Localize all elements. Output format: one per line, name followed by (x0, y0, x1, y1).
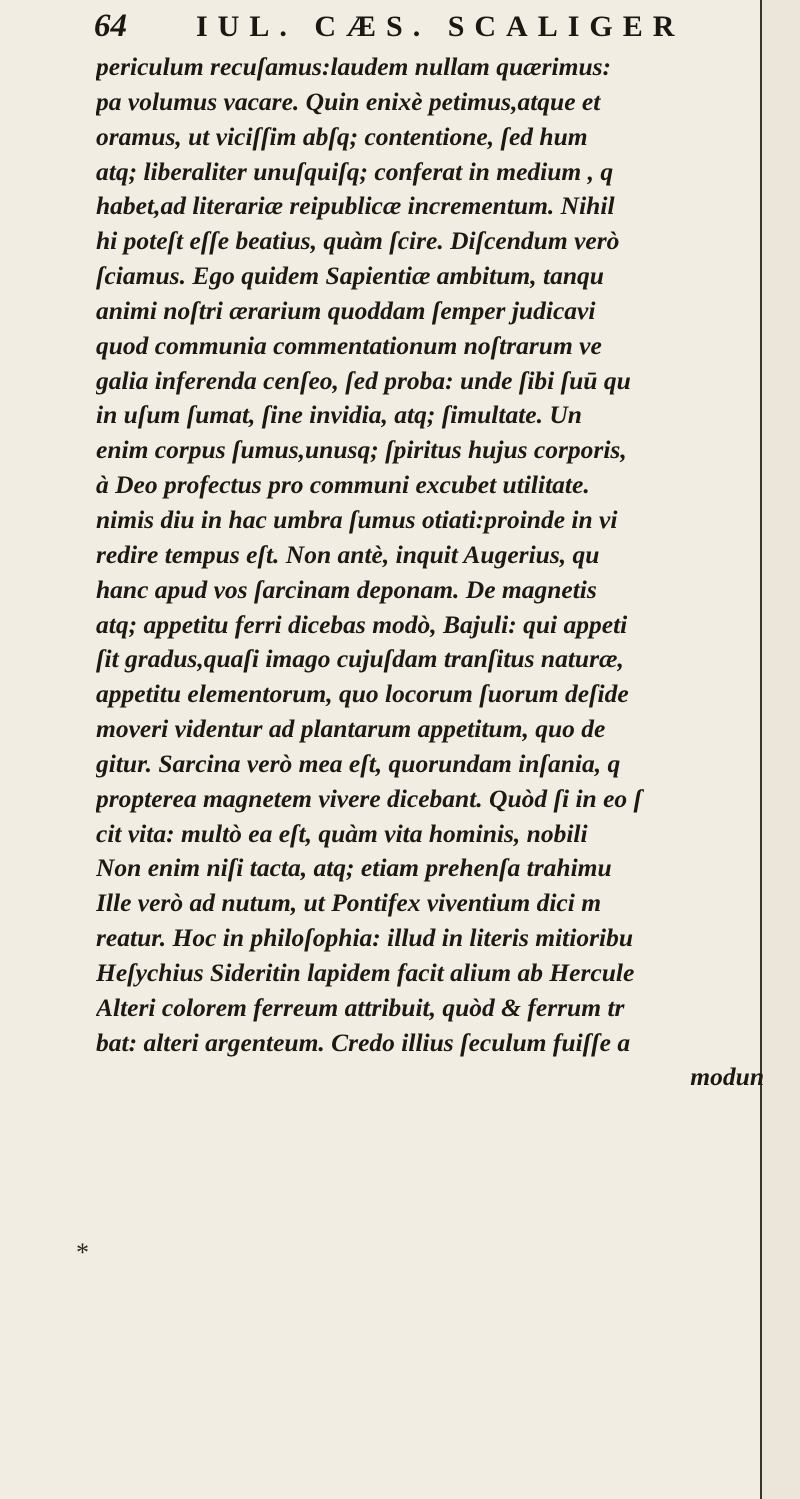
running-head: IUL. CÆS. SCALIGER (196, 10, 685, 43)
text-line: propterea magnetem vivere dicebant. Quòd ſi in eo ſ (96, 783, 643, 813)
text-line: bat: alteri argenteum. Credo illius ſeculum fuiſſe a (96, 1027, 631, 1057)
text-line: periculum recuſamus:laudem nullam quærimus: (96, 52, 612, 81)
text-line: in uſum ſumat, ſine invidia, atq; ſimultate. Un (96, 400, 582, 430)
text-line: ſit gradus,quaſi imago cujuſdam tranſitus naturæ, (96, 644, 624, 674)
text-line: Ille verò ad nutum, ut Pontifex viventium dici m (96, 888, 602, 918)
text-line: à Deo profectus pro communi excubet utilitate. (96, 470, 590, 500)
text-line: galia inferenda cenſeo, ſed proba: unde ſibi ſuū qu (96, 365, 631, 395)
text-line: reatur. Hoc in philoſophia: illud in literis mitioribu (96, 923, 634, 953)
text-line: oramus, ut viciſſim abſq; contentione, ſed hum (96, 121, 588, 151)
page-gutter (760, 0, 800, 1499)
text-line: animi noſtri ærarium quoddam ſemper judicavi (96, 295, 596, 325)
text-line: gitur. Sarcina verò mea eſt, quorundam inſania, q (96, 748, 621, 778)
text-line: quod communia commentationum noſtrarum ve (96, 330, 602, 360)
page-header (94, 4, 764, 48)
margin-asterisk: * (76, 1238, 89, 1267)
page-number: 64 (94, 8, 127, 44)
text-line: Alteri colorem ferreum attribuit, quòd & ferrum tr (96, 992, 625, 1022)
text-line: Non enim niſi tacta, atq; etiam prehenſa trahimu (96, 853, 612, 883)
text-line: redire tempus eſt. Non antè, inquit Augerius, qu (96, 539, 600, 569)
text-line: ſciamus. Ego quidem Sapientiæ ambitum, tanqu (96, 261, 604, 291)
text-line: habet,ad literariæ reipublicæ incrementum. Nihil (96, 191, 615, 221)
body-text (96, 50, 766, 1095)
text-line: hanc apud vos ſarcinam deponam. De magnetis (96, 574, 597, 604)
text-line: hi poteſt eſſe beatius, quàm ſcire. Diſcendum verò (96, 226, 620, 256)
text-line: nimis diu in hac umbra ſumus otiati:proinde in vi (96, 504, 618, 534)
text-line: cit vita: multò ea eſt, quàm vita hominis, nobili (96, 818, 588, 848)
text-line: atq; liberaliter unuſquiſq; conferat in medium , q (96, 156, 614, 186)
text-line: enim corpus ſumus,unusq; ſpiritus hujus corporis, (96, 435, 627, 465)
text-line: atq; appetitu ferri dicebas modò, Bajuli: qui appeti (96, 609, 628, 639)
catchword: modun (690, 1062, 764, 1092)
text-line: moveri videntur ad plantarum appetitum, quo de (96, 714, 606, 744)
text-line: appetitu elementorum, quo locorum ſuorum deſide (96, 679, 629, 709)
text-line: pa volumus vacare. Quin enixè petimus,atque et (96, 86, 601, 116)
text-line: Heſychius Sideritin lapidem facit alium ab Hercule (96, 957, 635, 987)
